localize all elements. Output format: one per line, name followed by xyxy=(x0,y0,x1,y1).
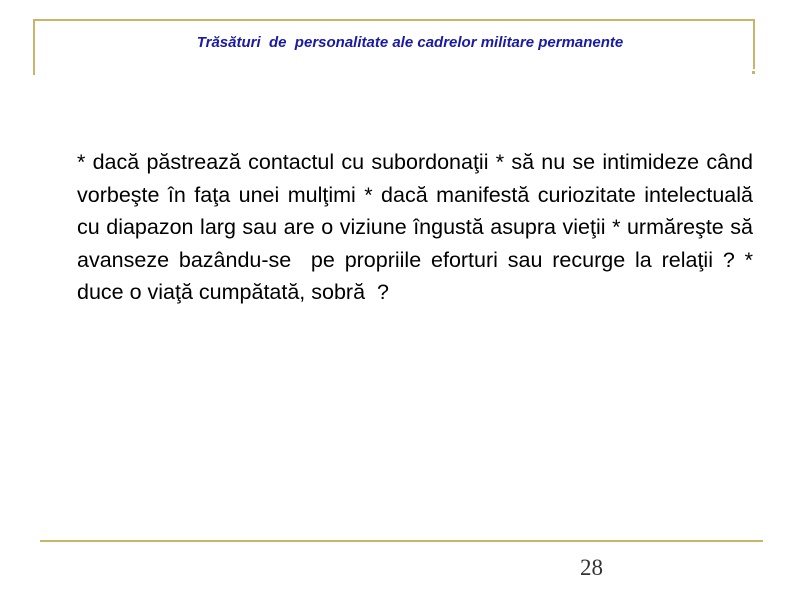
header-frame-left-line xyxy=(33,19,35,75)
header-frame-dot xyxy=(752,71,755,74)
page-number: 28 xyxy=(580,555,603,580)
slide-title: Trăsături de personalitate ale cadrelor militare permanente xyxy=(196,34,624,51)
footer-divider xyxy=(40,540,763,542)
header-frame-top-line xyxy=(33,19,755,21)
slide-body-text: * dacă păstrează contactul cu subordonaţii * să nu se intimideze când vorbeşte în faţa unei mulţimi * dacă manifestă curiozitate intelectuală cu diapazon larg sau are o viziune îngustă asupra vieţii * urmăreşte să avanseze bazându-se pe propriile eforturi sau recurge la relaţii ? * duce o viaţă cumpătată, sobră ? xyxy=(77,150,759,305)
